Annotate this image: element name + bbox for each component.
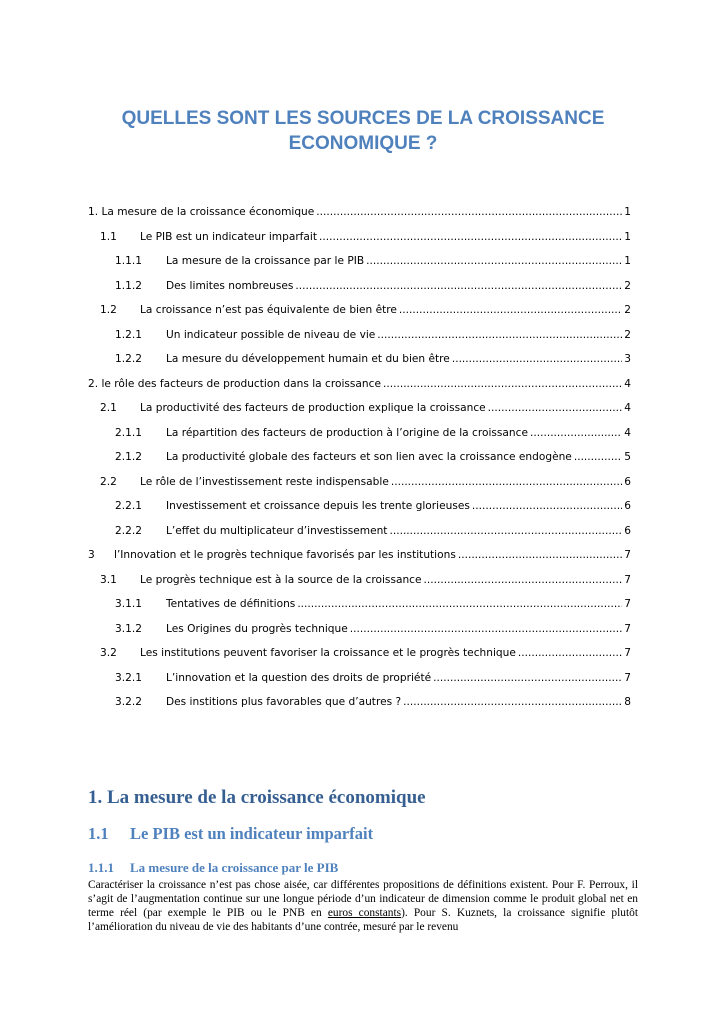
toc-entry-number: 3.1.1 [115, 598, 142, 610]
toc-entry-line [166, 696, 631, 708]
toc-entry-label: Le progrès technique est à la source de la croissance [140, 573, 422, 586]
toc-entry[interactable] [0, 277, 725, 297]
toc-entry-label: La productivité globale des facteurs et son lien avec la croissance endogène [166, 451, 572, 463]
toc-entry-line [166, 255, 631, 267]
toc-leader-dots [518, 647, 622, 659]
toc-entry[interactable] [0, 399, 725, 419]
toc-entry[interactable] [0, 497, 725, 517]
toc-entry-page: 4 [624, 377, 631, 390]
toc-entry-label: Des limites nombreuses [166, 279, 294, 292]
toc-entry-label: l’Innovation et le progrès technique favorisés par les institutions [114, 549, 456, 561]
toc-entry[interactable] [0, 595, 725, 615]
toc-entry-number: 3.1.2 [115, 622, 142, 635]
toc-entry-label: La mesure du développement humain et du bien être [166, 353, 450, 365]
toc-entry-line [140, 402, 631, 414]
toc-entry-number: 2.1.2 [115, 451, 142, 463]
toc-leader-dots [530, 427, 622, 439]
toc-entry-line [88, 206, 631, 218]
toc-entry-label: Investissement et croissance depuis les trente glorieuses [166, 500, 470, 512]
toc-entry[interactable] [0, 546, 725, 566]
toc-leader-dots [366, 255, 622, 267]
subsection-heading [88, 824, 373, 844]
paragraph-text: Caractériser la croissance n’est pas chose aisée, car différentes propositions de définitions existent. Pour F. Perroux, il s’agit de l’augmentation continue sur une longue période d’un indicateur de dimension comme le produit global net en terme réel (par exemple le PIB ou le PNB en [88, 879, 638, 919]
toc-entry-number: 1.2.2 [115, 353, 142, 365]
toc-leader-dots [424, 574, 623, 586]
toc-entry-number: 1.2 [100, 304, 117, 316]
subsubsection-heading [88, 860, 338, 876]
document-title: QUELLES SONT LES SOURCES DE LA CROISSANCE ECONOMIQUE ? [121, 108, 605, 154]
toc-entry[interactable] [0, 522, 725, 542]
toc-entry-label: La répartition des facteurs de production à l’origine de la croissance [166, 426, 528, 439]
toc-entry-number: 1.1.2 [115, 279, 142, 292]
toc-leader-dots [316, 206, 622, 218]
toc-entry-page: 1 [624, 230, 631, 243]
toc-entry-page: 6 [624, 500, 631, 512]
toc-entry-number: 1.1.1 [115, 255, 142, 267]
toc-entry-label: L’effet du multiplicateur d’investissement [166, 524, 388, 537]
toc-leader-dots [383, 378, 622, 390]
toc-entry-number: 2.1 [100, 402, 117, 414]
toc-entry-page: 2 [624, 328, 631, 341]
toc-entry[interactable] [0, 669, 725, 689]
toc-entry-label: La croissance n’est pas équivalente de bien être [140, 304, 397, 316]
toc-entry[interactable] [0, 693, 725, 713]
toc-leader-dots [472, 500, 622, 512]
subsubsection-number: 1.1.1 [88, 860, 114, 875]
toc-entry-line [166, 427, 631, 439]
toc-leader-dots [350, 623, 622, 635]
toc-entry-page: 1 [624, 255, 631, 267]
toc-leader-dots [295, 280, 622, 292]
toc-entry-page: 3 [624, 353, 631, 365]
subsubsection-title: La mesure de la croissance par le PIB [130, 860, 339, 875]
toc-entry[interactable] [0, 448, 725, 468]
toc-entry-label: L’innovation et la question des droits de propriété [166, 671, 432, 684]
toc-entry[interactable] [0, 326, 725, 346]
toc-entry-line [166, 329, 631, 341]
toc-entry-line [166, 451, 631, 463]
toc-entry-label: Le rôle de l’investissement reste indispensable [140, 475, 389, 488]
toc-entry-line [140, 647, 631, 659]
toc-entry-label: Les institutions peuvent favoriser la croissance et le progrès technique [140, 647, 516, 659]
toc-entry[interactable] [0, 375, 725, 395]
toc-entry-label: 2. le rôle des facteurs de production dans la croissance [88, 377, 381, 390]
toc-entry-page: 1 [624, 206, 631, 218]
toc-entry-number: 3.2 [100, 647, 117, 659]
toc-entry-page: 7 [624, 647, 631, 659]
toc-entry[interactable] [0, 424, 725, 444]
toc-leader-dots [403, 696, 622, 708]
toc-entry-line [114, 549, 631, 561]
subsection-number: 1.1 [88, 824, 109, 843]
toc-entry-line [166, 672, 631, 684]
toc-entry-number: 2.1.1 [115, 426, 142, 439]
toc-entry-number: 2.2.1 [115, 500, 142, 512]
toc-entry-label: Le PIB est un indicateur imparfait [140, 230, 318, 243]
toc-entry-number: 2.2.2 [115, 524, 142, 537]
toc-entry-line [166, 280, 631, 292]
subsection-title: Le PIB est un indicateur imparfait [130, 824, 374, 843]
toc-leader-dots [574, 451, 622, 463]
toc-entry-number: 3 [88, 549, 95, 561]
toc-entry-page: 8 [624, 696, 631, 708]
toc-entry-line [166, 353, 631, 365]
toc-entry-page: 6 [624, 475, 631, 488]
toc-leader-dots [389, 525, 622, 537]
body-paragraph [88, 878, 638, 934]
toc-leader-dots [399, 304, 622, 316]
toc-entry-number: 1.1 [100, 230, 117, 243]
toc-entry-page: 4 [624, 426, 631, 439]
toc-entry[interactable] [0, 571, 725, 591]
toc-entry-line [140, 574, 631, 586]
toc-leader-dots [297, 598, 622, 610]
toc-leader-dots [458, 549, 622, 561]
toc-entry-label: La mesure de la croissance par le PIB [166, 255, 365, 267]
toc-entry-label: 1. La mesure de la croissance économique [88, 206, 315, 218]
toc-leader-dots [391, 476, 622, 488]
section-heading: 1. La mesure de la croissance économique [88, 787, 426, 808]
toc-entry-label: Les Origines du progrès technique [166, 622, 348, 635]
toc-entry-line [140, 304, 631, 316]
toc-entry[interactable] [0, 252, 725, 272]
toc-leader-dots [488, 402, 623, 414]
toc-entry-line [166, 500, 631, 512]
euros-constants-link[interactable]: euros constants [327, 907, 402, 919]
toc-entry-number: 3.2.1 [115, 671, 142, 684]
toc-entry[interactable] [0, 228, 725, 248]
toc-entry-page: 7 [624, 598, 631, 610]
toc-entry-page: 7 [624, 622, 631, 635]
toc-entry-number: 2.2 [100, 475, 117, 488]
toc-entry-line [140, 231, 631, 243]
toc-leader-dots [377, 329, 622, 341]
paragraph-text-continued: ). Pour S. Kuznets, la croissance signifie plutôt l’amélioration du niveau de vie des habitants d’une contrée, mesuré par le revenu [88, 907, 638, 933]
toc-entry-number: 3.1 [100, 573, 117, 586]
toc-entry[interactable] [0, 620, 725, 640]
toc-entry[interactable] [0, 644, 725, 664]
toc-entry[interactable] [0, 203, 725, 223]
toc-entry-line [166, 598, 631, 610]
toc-entry-line [140, 476, 631, 488]
toc-entry-page: 4 [624, 402, 631, 414]
toc-entry[interactable] [0, 473, 725, 493]
toc-leader-dots [433, 672, 622, 684]
toc-entry-line [166, 623, 631, 635]
toc-entry-page: 2 [624, 279, 631, 292]
toc-entry-number: 1.2.1 [115, 328, 142, 341]
toc-entry-label: Tentatives de définitions [166, 598, 296, 610]
toc-entry-page: 7 [624, 671, 631, 684]
toc-entry-number: 3.2.2 [115, 696, 142, 708]
toc-leader-dots [452, 353, 622, 365]
toc-entry-page: 5 [624, 451, 631, 463]
toc-leader-dots [319, 231, 622, 243]
toc-entry-page: 7 [624, 549, 631, 561]
toc-entry[interactable] [0, 350, 725, 370]
toc-entry-page: 6 [624, 524, 631, 537]
toc-entry-page: 2 [624, 304, 631, 316]
toc-entry-line [88, 378, 631, 390]
toc-entry-label: Des institions plus favorables que d’autres ? [166, 696, 402, 708]
toc-entry-label: Un indicateur possible de niveau de vie [166, 328, 376, 341]
toc-entry-page: 7 [624, 573, 631, 586]
toc-entry-label: La productivité des facteurs de production explique la croissance [140, 402, 486, 414]
toc-entry-line [166, 525, 631, 537]
toc-entry[interactable] [0, 301, 725, 321]
